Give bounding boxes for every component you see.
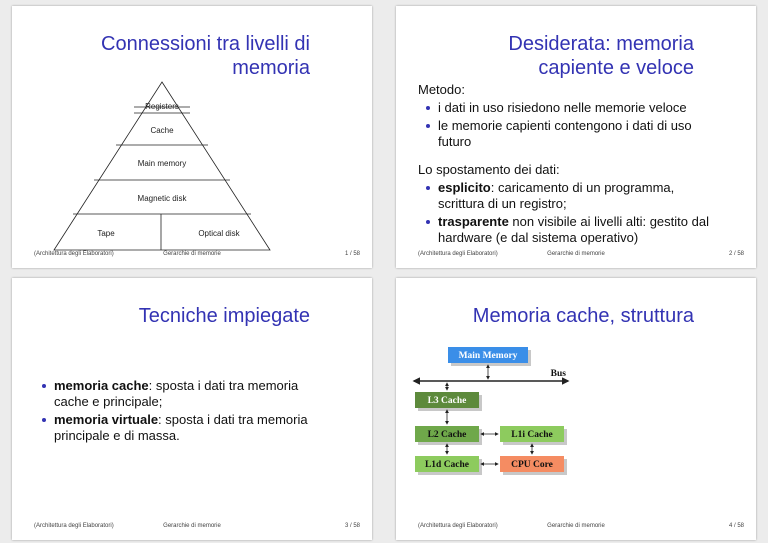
page-number: 2 / 58	[728, 251, 744, 257]
pyramid-level-tape: Tape	[97, 229, 115, 238]
list-item	[54, 378, 332, 410]
slide-footer	[12, 251, 372, 261]
footer-course: (Architettura degli Elaboratori)	[418, 523, 498, 529]
cache-structure-diagram	[412, 347, 570, 482]
term: memoria cache	[54, 378, 149, 393]
term-description: : sposta i dati tra memoria principale e di massa.	[54, 412, 308, 443]
main-memory-label: Main Memory	[458, 351, 518, 361]
term: trasparente	[438, 214, 509, 229]
pyramid-level-main-memory: Main memory	[137, 159, 187, 168]
slide-footer	[396, 251, 756, 261]
list-item	[438, 180, 716, 212]
footer-course: (Architettura degli Elaboratori)	[34, 523, 114, 529]
footer-course: (Architettura degli Elaboratori)	[418, 251, 498, 257]
memory-pyramid	[12, 6, 372, 268]
move-block	[418, 162, 716, 248]
pyramid-level-registers: Registers	[145, 102, 179, 111]
term-description: : sposta i dati tra memoria cache e principale;	[54, 378, 299, 409]
techniques-block	[34, 376, 332, 446]
l3-cache-label: L3 Cache	[427, 396, 467, 406]
slide-title: Connessioni tra livelli di memoria	[101, 33, 310, 79]
l1i-cache-label: L1i Cache	[511, 430, 553, 440]
slide-footer	[396, 523, 756, 533]
term: memoria virtuale	[54, 412, 159, 427]
page-number: 3 / 58	[344, 523, 360, 529]
slide-title: Tecniche impiegate	[138, 305, 310, 327]
list-item	[438, 214, 716, 246]
l2-cache-label: L2 Cache	[427, 430, 467, 440]
footer-topic: Gerarchie di memorie	[547, 523, 605, 529]
method-block	[418, 82, 716, 152]
move-label: Lo spostamento dei dati:	[418, 162, 560, 177]
pyramid-level-magnetic-disk: Magnetic disk	[137, 194, 187, 203]
footer-course: (Architettura degli Elaboratori)	[34, 251, 114, 257]
slide-title: Memoria cache, struttura	[472, 305, 694, 327]
term-description: : caricamento di un programma, scrittura di un registro;	[438, 180, 675, 211]
pyramid-level-optical-disk: Optical disk	[198, 229, 240, 238]
slide-3	[12, 278, 372, 540]
footer-topic: Gerarchie di memorie	[163, 251, 221, 257]
list-item: i dati in uso risiedono nelle memorie veloce	[438, 100, 716, 116]
page-number: 1 / 58	[344, 251, 360, 257]
cpu-core-label: CPU Core	[511, 460, 553, 470]
method-label: Metodo:	[418, 82, 465, 97]
slide-4	[396, 278, 756, 540]
slide-2	[396, 6, 756, 268]
footer-topic: Gerarchie di memorie	[163, 523, 221, 529]
slide-1	[12, 6, 372, 268]
bus-label: Bus	[550, 369, 566, 379]
term-description: non visibile ai livelli alti: gestito dal hardware (e dal sistema operativo)	[438, 214, 709, 245]
term: esplicito	[438, 180, 491, 195]
slide-title: Desiderata: memoria capiente e veloce	[508, 33, 694, 79]
l1d-cache-label: L1d Cache	[424, 460, 470, 470]
list-item	[54, 412, 332, 444]
slide-footer	[12, 523, 372, 533]
list-item: le memorie capienti contengono i dati di uso futuro	[438, 118, 716, 150]
pyramid-level-cache: Cache	[150, 126, 174, 135]
page-number: 4 / 58	[728, 523, 744, 529]
footer-topic: Gerarchie di memorie	[547, 251, 605, 257]
